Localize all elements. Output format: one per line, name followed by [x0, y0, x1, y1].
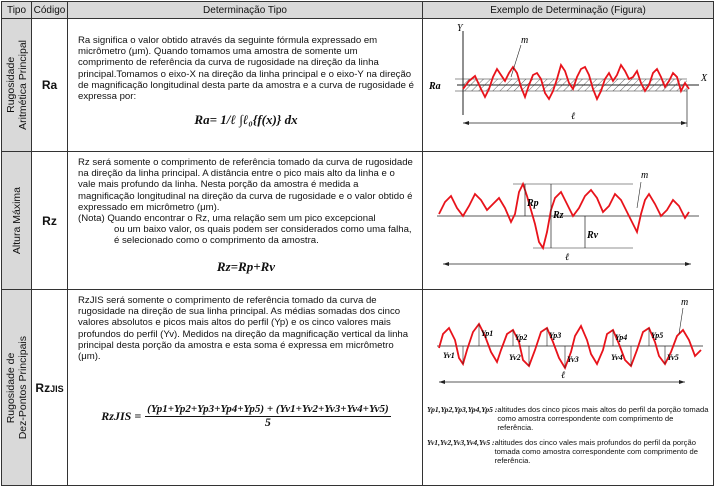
code-ra: Ra: [32, 19, 68, 152]
legend-yp-key: Yp1,Yp2,Yp3,Yp4,Yp5 :: [427, 405, 498, 414]
yv3-label: Yv3: [567, 355, 579, 364]
desc-text-ra: Ra significa o valor obtido através da seguinte fórmula expressado em micrômetro (μm). Quando tomamos uma amostra de somente um comprimento de referência da curva de rugosidade na direção da linha principal.Tomamos o eixo-X na direção da linha principal e o eixo-Y na direção de magnificação longitudinal desta parte da amostra e a curva de rugosidade é expressa por:: [78, 35, 414, 103]
header-exemplo: Exemplo de Determinação (Figura): [423, 2, 714, 19]
figure-rz: [423, 152, 714, 290]
legend-yv: [423, 438, 713, 465]
tipo-cell-ra: [2, 19, 32, 152]
code-rz: Rz: [32, 152, 68, 290]
rz-label: Rz: [553, 210, 564, 221]
length-label-ra: ℓ: [571, 111, 576, 122]
yp1-label: Yp1: [481, 329, 494, 338]
m-label-rzjis: m: [681, 297, 689, 308]
header-codigo: Código: [32, 2, 68, 19]
desc-text-rz: Rz será somente o comprimento de referência tomado da curva de rugosidade na direção da linha principal. A distância entre o pico mais alto da linha e o vale mais profundo da linha. Nesta porção da amostra é medida a magnificação longitudinal na direção da curva de rugosidade e o valor obtido é expressado em micrômetro (μm).: [78, 157, 413, 213]
figure-rzjis: [423, 290, 714, 486]
rp-label: Rp: [527, 198, 539, 209]
roughness-table: [1, 1, 714, 486]
figure-rz-svg: [423, 152, 713, 284]
rv-label: Rv: [587, 230, 599, 241]
formula-rz: Rz=Rp+Rv: [216, 258, 276, 274]
header-determinacao: Determinação Tipo: [68, 2, 423, 19]
formula-rzjis: [78, 404, 414, 428]
yv4-label: Yv4: [611, 353, 623, 362]
tipo-label-ra: Rugosidade Aritmética Principal: [4, 40, 29, 130]
formula-rzjis-num: (Yp1+Yp2+Yp3+Yp4+Yp5) + (Yv1+Yv2+Yv3+Yv4+Yv5): [145, 404, 391, 417]
tipo-cell-rzjis: [2, 290, 32, 486]
x-label: X: [701, 73, 708, 84]
length-label-rz: ℓ: [565, 252, 570, 263]
tipo-label-rzjis: Rugosidade de Dez-Pontos Principais: [4, 335, 29, 440]
figure-ra-svg: [423, 19, 713, 146]
arrow-right-ra: [681, 121, 687, 125]
desc-text-rzjis: RzJIS será somente o comprimento de referência tomado da curva de rugosidade na direção de sua linha principal. As médias somadas dos cinco valores absolutos e picos mais altos do perfil (Yp) e os cinco valores mais profundos do perfil (Yv). Medidos na direção da magnificação vertical da linha principal desta porção da amostra e esta soma é expressa em micrômetro (μm).: [78, 295, 409, 363]
ra-label: Ra: [429, 81, 441, 92]
yp2-label: Yp2: [515, 333, 528, 342]
yv5-label: Yv5: [667, 353, 679, 362]
yv1-label: Yv1: [443, 351, 455, 360]
y-label: Y: [457, 23, 463, 34]
length-label-rzjis: ℓ: [561, 370, 566, 381]
arrow-left-ra: [463, 121, 469, 125]
desc-rzjis: [68, 290, 423, 486]
m-label-ra: m: [521, 35, 529, 46]
formula-rzjis-lhs: RzJIS =: [101, 408, 142, 423]
m-leader-rz: [637, 182, 641, 208]
yp4-label: Yp4: [615, 333, 628, 342]
arrow-left-rzjis: [439, 380, 445, 384]
note-cont-rz: ou um baixo valor, os quais podem ser considerados como uma falha, é selecionado como o comprimento da amostra.: [114, 224, 412, 247]
note-rz: (Nota) Quando encontrar o Rz, uma relação sem um pico excepcional: [78, 213, 376, 225]
tipo-label-rz: Altura Máxima: [10, 186, 23, 255]
formula-rzjis-den: 5: [264, 415, 271, 430]
legend-yp: [423, 405, 713, 432]
legend-yv-text: altitudes dos cinco vales mais profundos do perfil da porção tomada como amostra correspondente com comprimento de referência.: [494, 438, 699, 465]
formula-rzjis-fraction: [145, 404, 391, 428]
row-rzjis: [2, 290, 714, 486]
legend-yv-key: Yv1,Yv2,Yv3,Yv4,Yv5 :: [427, 438, 495, 447]
yp5-label: Yp5: [651, 331, 664, 340]
formula-ra: [78, 112, 414, 128]
header-tipo: Tipo: [2, 2, 32, 19]
m-label-rz: m: [641, 170, 649, 181]
desc-ra: [68, 19, 423, 152]
row-ra: [2, 19, 714, 152]
desc-rz: [68, 152, 423, 290]
header-row: [2, 2, 714, 19]
row-rz: [2, 152, 714, 290]
yv2-label: Yv2: [509, 353, 521, 362]
arrow-right-rzjis: [679, 380, 685, 384]
figure-rzjis-svg: [423, 290, 713, 400]
yp3-label: Yp3: [549, 331, 562, 340]
formula-ra-text: Ra= 1/ℓ ∫ℓ₀{f(x)} dx: [194, 112, 298, 128]
figure-ra: [423, 19, 714, 152]
legend-yp-text: altitudes dos cinco picos mais altos do perfil da porção tomada como amostra correspondente com comprimento de referência.: [497, 405, 709, 432]
code-rzjis: RzJIS: [32, 290, 68, 486]
arrow-right-rz: [685, 262, 691, 266]
arrow-left-rz: [443, 262, 449, 266]
tipo-cell-rz: [2, 152, 32, 290]
